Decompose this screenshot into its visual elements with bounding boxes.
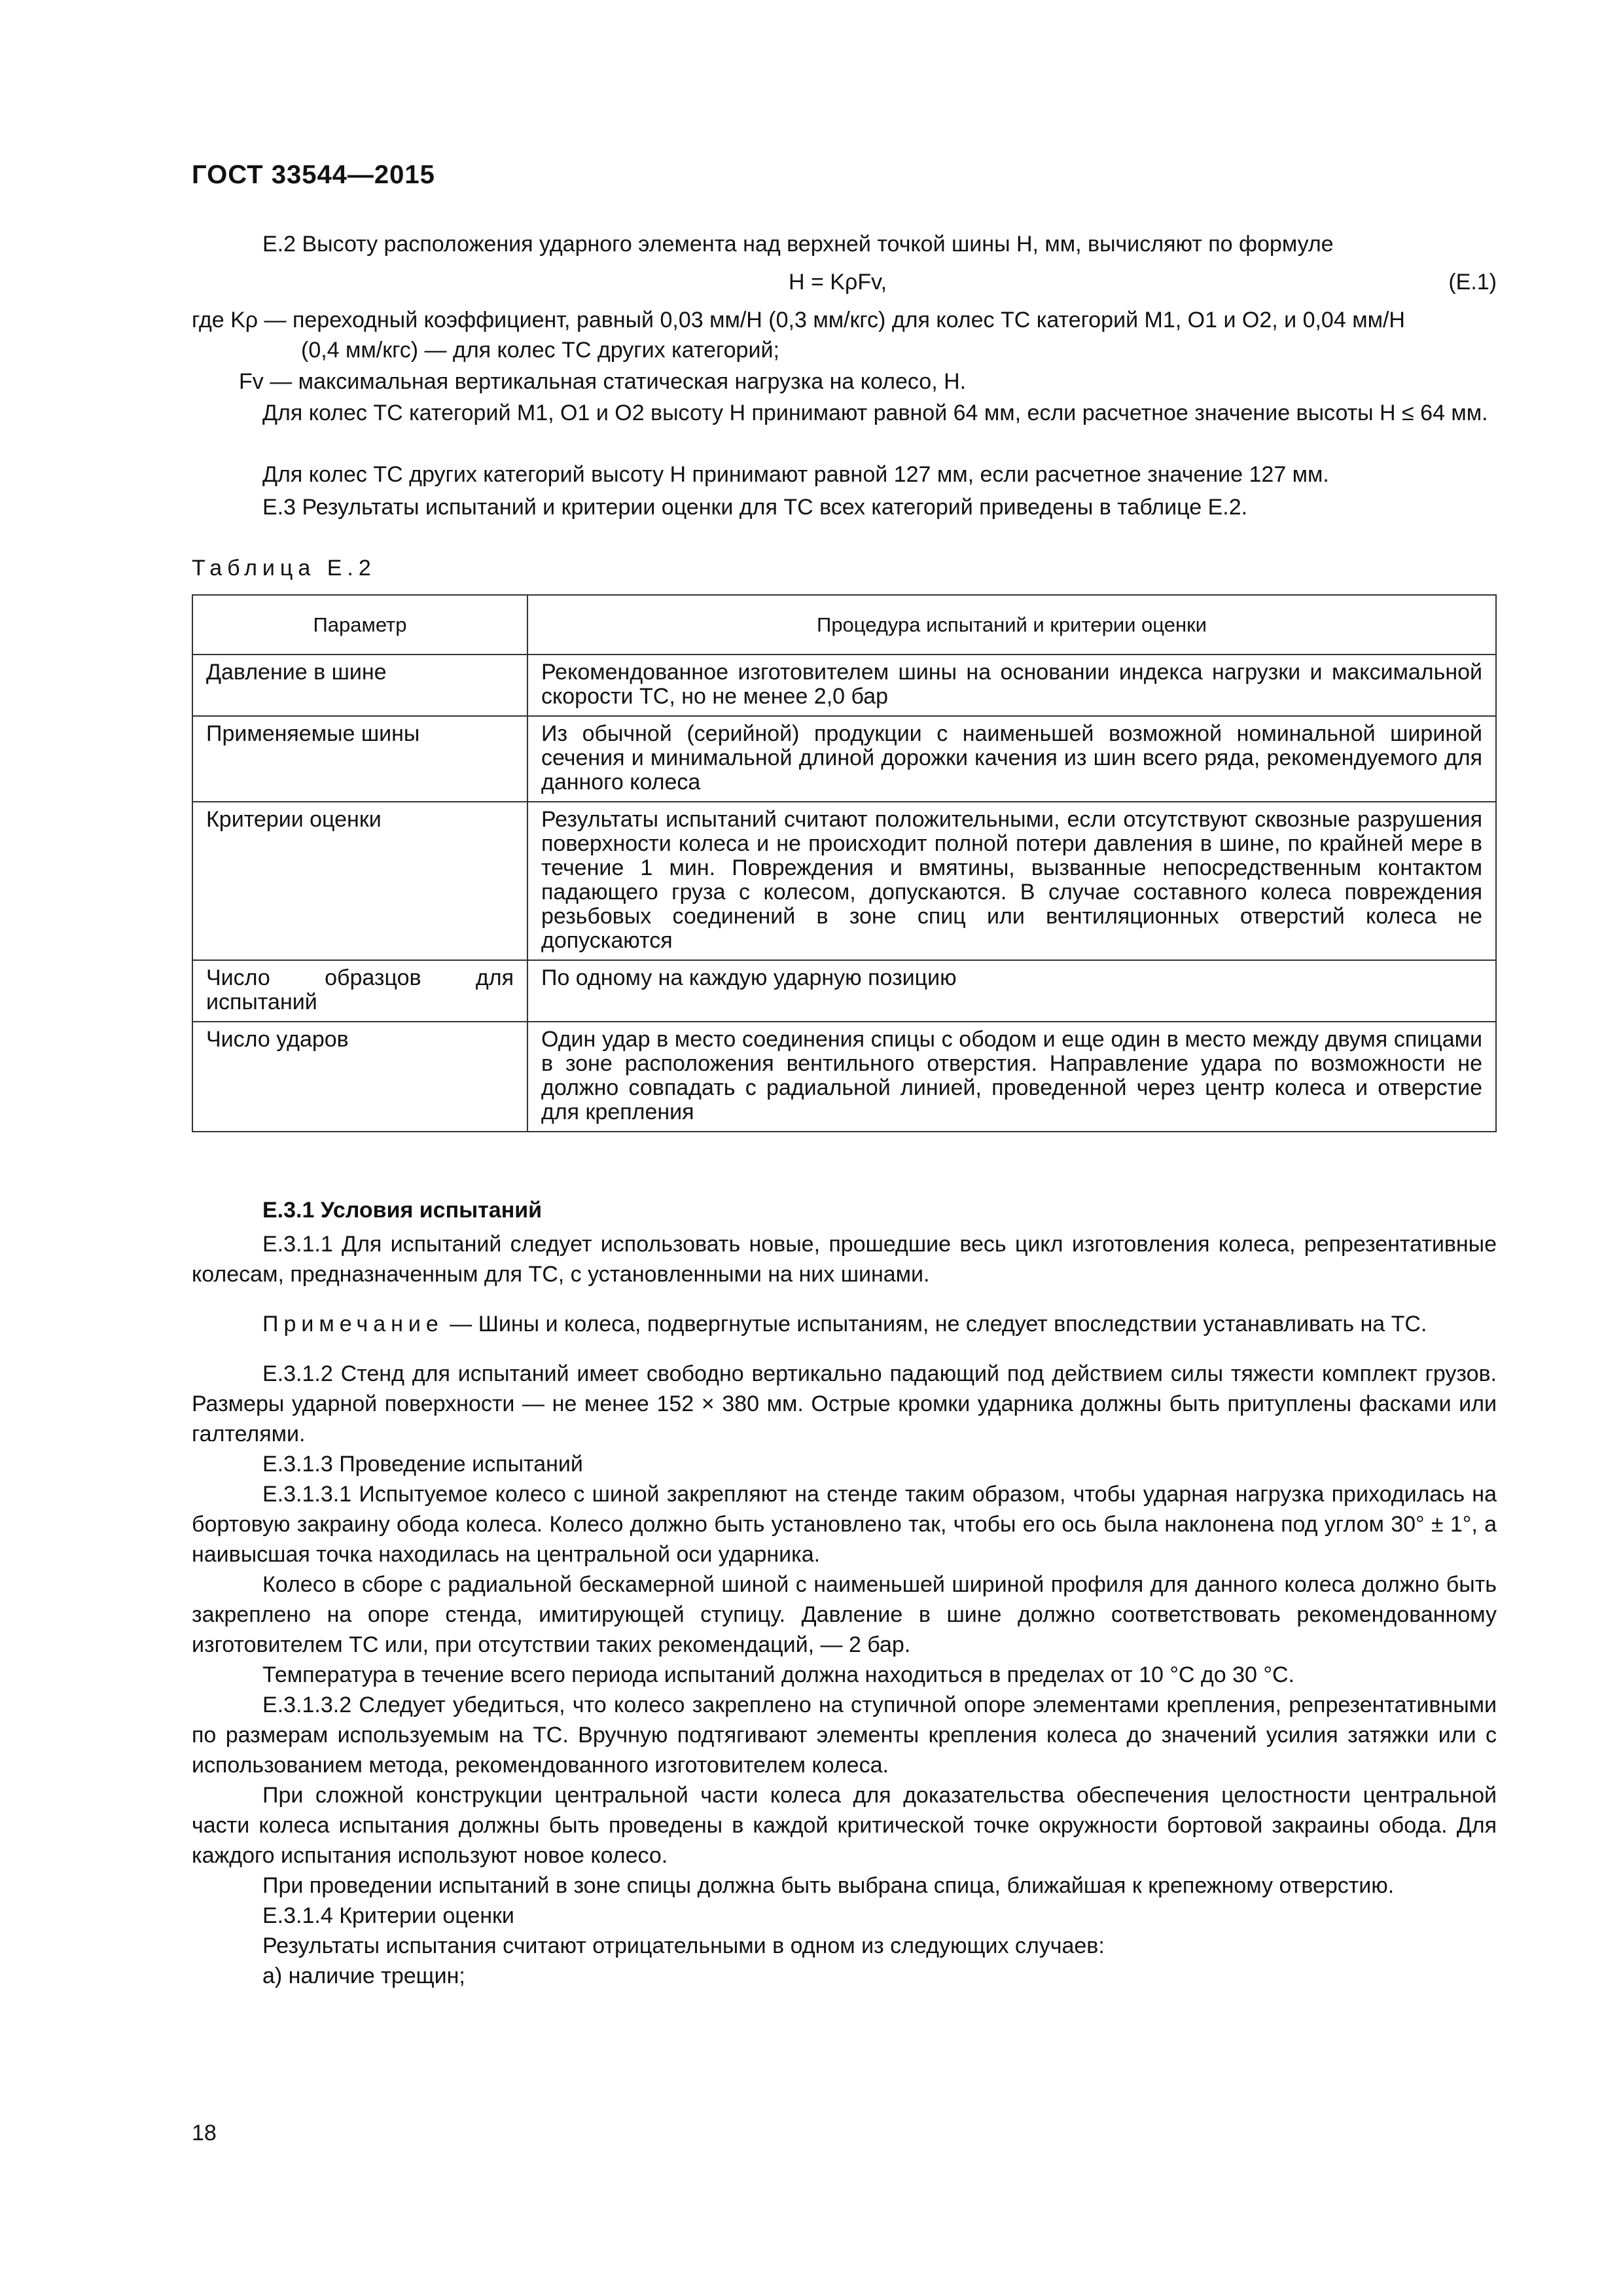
formula: H = KρFv, <box>789 270 887 295</box>
paragraph-negative-results: Результаты испытания считают отрицательными в одном из следующих случаев: <box>262 1933 1105 1958</box>
body-text <box>192 1195 1497 1991</box>
page-number: 18 <box>192 2121 217 2145</box>
note <box>192 1309 1497 1339</box>
table-cell-procedure: Один удар в место соединения спицы с ободом и еще один в место между двумя спицами в зоне расположения вентильного отверстия. Направление удара по возможности не должно совпадать с радиальной линией, проведенной через центр колеса и отверстие для крепления <box>527 1022 1496 1132</box>
table-caption: Таблица Е.2 <box>192 556 376 581</box>
paragraph-e314: Е.3.1.4 Критерии оценки <box>262 1903 514 1928</box>
paragraph-e3132: Е.3.1.3.2 Следует убедиться, что колесо закреплено на ступичной опоре элементами крепления, репрезентативными по размерам используемым на ТС. Вручную подтягивают элементы крепления колеса до значений усилия затяжки или с использованием метода, рекомендованного изготовителем колеса. <box>192 1693 1497 1778</box>
table-header-cell: Процедура испытаний и критерии оценки <box>527 595 1496 655</box>
table-cell-procedure: По одному на каждую ударную позицию <box>527 960 1496 1022</box>
e2-intro: Е.2 Высоту расположения ударного элемента над верхней точкой шины H, мм, вычисляют по формуле <box>262 232 1334 257</box>
table-header-cell: Параметр <box>192 595 527 655</box>
paragraph-assembly: Колесо в сборе с радиальной бескамерной шиной с наименьшей шириной профиля для данного колеса должно быть закреплено на опоре стенда, имитирующей ступицу. Давление в шине должно соответствовать рекомендованному изготовителем ТС или, при отсутствии таких рекомендаций, — 2 бар. <box>192 1572 1497 1657</box>
table-cell-parameter: Критерии оценки <box>192 802 527 960</box>
paragraph-e3131: Е.3.1.3.1 Испытуемое колесо с шиной закрепляют на стенде таким образом, чтобы ударная нагрузка приходилась на бортовую закраину обода колеса. Колесо должно быть установлено так, чтобы его ось была наклонена под углом 30° ± 1°, а наивысшая точка находилась на центральной оси ударника. <box>192 1482 1497 1567</box>
table-row <box>192 655 1496 716</box>
paragraph-complex-construction: При сложной конструкции центральной части колеса для доказательства обеспечения целостности центральной части колеса испытания должны быть проведены в каждой критической точке окружности бортовой закраины обода. Для каждого испытания используют новое колесо. <box>192 1783 1497 1868</box>
note-text: — Шины и колеса, подвергнутые испытаниям, не следует впоследствии устанавливать на ТС. <box>450 1312 1427 1336</box>
note-label: Примечание <box>262 1312 444 1336</box>
table-e2 <box>192 594 1497 1132</box>
table-cell-parameter: Давление в шине <box>192 655 527 716</box>
document-header: ГОСТ 33544—2015 <box>192 160 435 189</box>
paragraph-spoke: При проведении испытаний в зоне спицы должна быть выбрана спица, ближайшая к крепежному отверстию. <box>262 1873 1395 1898</box>
paragraph-e313: Е.3.1.3 Проведение испытаний <box>262 1452 583 1477</box>
table-header-row <box>192 595 1496 655</box>
table-row <box>192 960 1496 1022</box>
formula-number: (Е.1) <box>1448 270 1497 295</box>
table-cell-parameter: Применяемые шины <box>192 716 527 802</box>
table-cell-procedure: Результаты испытаний считают положительными, если отсутствуют сквозные разрушения поверхности колеса и не происходит полной потери давления в шине, по крайней мере в течение 1 мин. Повреждения и вмятины, вызванные непосредственным контактом падающего груза с колесом, допускаются. В случае составного колеса повреждения резьбовых соединений в зоне спиц или вентиляционных отверстий колеса не допускаются <box>527 802 1496 960</box>
table-cell-parameter: Число ударов <box>192 1022 527 1132</box>
e3-paragraph: Е.3 Результаты испытаний и критерии оценки для ТС всех категорий приведены в таблице Е.2. <box>262 495 1248 520</box>
list-item-a: а) наличие трещин; <box>262 1964 465 1988</box>
where-fv: Fv — максимальная вертикальная статическая нагрузка на колесо, Н. <box>239 369 967 394</box>
paragraph-e311: Е.3.1.1 Для испытаний следует использовать новые, прошедшие весь цикл изготовления колеса, репрезентативные колесам, предназначенным для ТС, с установленными на них шинами. <box>192 1232 1497 1287</box>
table-cell-procedure: Рекомендованное изготовителем шины на основании индекса нагрузки и максимальной скорости ТС, но не менее 2,0 бар <box>527 655 1496 716</box>
table-cell-procedure: Из обычной (серийной) продукции с наименьшей возможной номинальной шириной сечения и минимальной длиной дорожки качения из шин всего ряда, рекомендуемого для данного колеса <box>527 716 1496 802</box>
table-row <box>192 802 1496 960</box>
section-heading-e31: Е.3.1 Условия испытаний <box>262 1198 543 1223</box>
table-row <box>192 1022 1496 1132</box>
table-cell-parameter: Число образцов для испытаний <box>192 960 527 1022</box>
para-m1-categories: Для колес ТС категорий M1, O1 и O2 высоту H принимают равной 64 мм, если расчетное значение высоты H ≤ 64 мм. <box>262 401 1488 425</box>
paragraph-temperature: Температура в течение всего периода испытаний должна находиться в пределах от 10 °С до 30 °С. <box>262 1662 1294 1687</box>
table-row <box>192 716 1496 802</box>
where-kp-continued: (0,4 мм/кгс) — для колес ТС других категорий; <box>301 338 779 363</box>
para-other-categories: Для колес ТС других категорий высоту H принимают равной 127 мм, если расчетное значение 127 мм. <box>262 462 1329 487</box>
paragraph-e312: Е.3.1.2 Стенд для испытаний имеет свободно вертикально падающий под действием силы тяжести комплект грузов. Размеры ударной поверхности — не менее 152 × 380 мм. Острые кромки ударника должны быть притуплены фасками или галтелями. <box>192 1361 1497 1446</box>
where-kp: где Kρ — переходный коэффициент, равный 0,03 мм/Н (0,3 мм/кгс) для колес ТС категорий M1, O1 и O2, и 0,04 мм/Н <box>192 308 1405 332</box>
